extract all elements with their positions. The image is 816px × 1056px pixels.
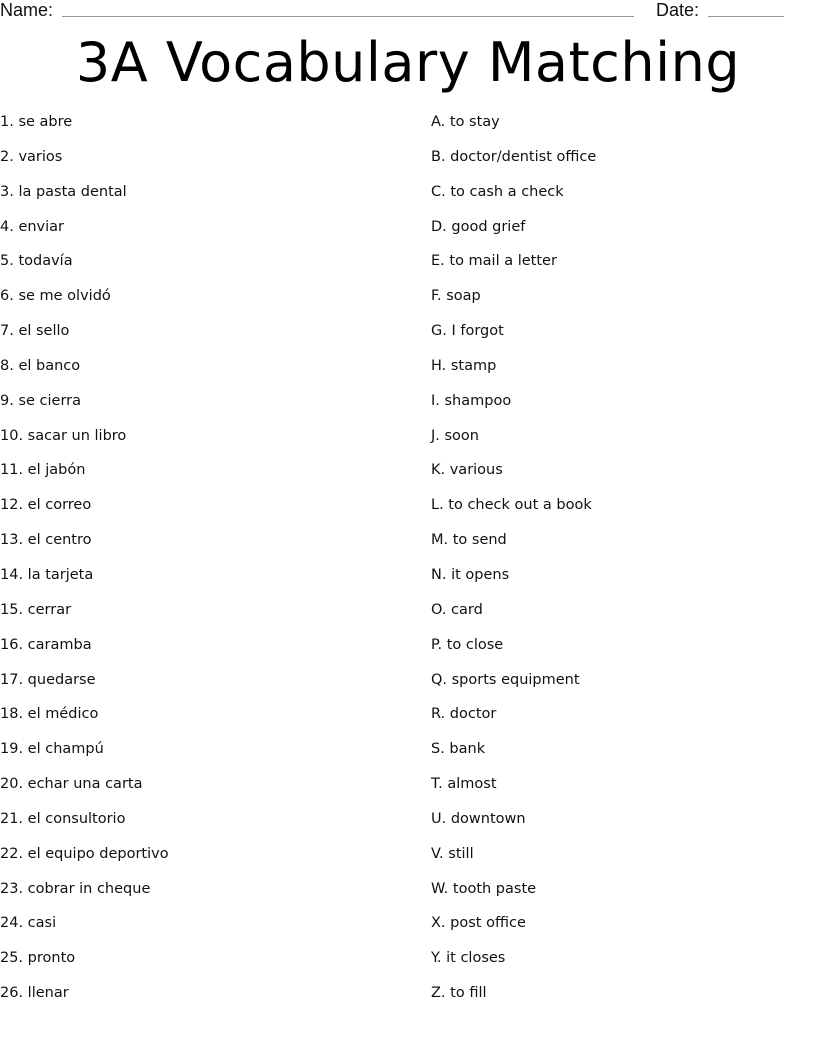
definition-item: C. to cash a check [431, 183, 564, 200]
definition-item: M. to send [431, 532, 507, 549]
definition-item: D. good grief [431, 218, 526, 235]
term-item: 10. sacar un libro [0, 427, 127, 444]
definition-item: A. to stay [431, 114, 500, 130]
page-title: 3A Vocabulary Matching [75, 31, 741, 94]
term-item: 24. casi [0, 915, 57, 932]
definition-item: G. I forgot [431, 323, 504, 340]
definition-item: X. post office [431, 915, 526, 932]
term-item: 4. enviar [0, 218, 65, 235]
definition-item: V. still [431, 845, 474, 862]
worksheet-header [0, 0, 816, 22]
term-item: 25. pronto [0, 950, 76, 967]
term-item: 26. llenar [0, 985, 69, 1002]
term-item: 21. el consultorio [0, 810, 126, 827]
term-item: 14. la tarjeta [0, 566, 94, 583]
date-blank-line [708, 16, 784, 17]
definition-item: R. doctor [431, 706, 497, 723]
term-item: 19. el champú [0, 741, 104, 758]
definition-item: K. various [431, 462, 503, 479]
name-blank-line [62, 16, 634, 17]
definition-item: H. stamp [431, 357, 497, 374]
term-item: 13. el centro [0, 532, 92, 549]
term-item: 18. el médico [0, 706, 99, 723]
term-item: 9. se cierra [0, 392, 82, 409]
definition-item: Q. sports equipment [431, 671, 580, 688]
definition-item: L. to check out a book [431, 497, 592, 514]
definition-item: F. soap [431, 288, 481, 305]
definition-item: U. downtown [431, 810, 526, 827]
term-item: 11. el jabón [0, 462, 86, 479]
term-item: 7. el sello [0, 323, 70, 340]
term-item: 16. caramba [0, 636, 92, 653]
date-label: Date: [656, 0, 700, 20]
definition-item: J. soon [431, 427, 479, 444]
definition-item: S. bank [431, 741, 486, 758]
definition-item: E. to mail a letter [431, 253, 557, 270]
definition-item: Y. it closes [431, 950, 506, 967]
definition-item: I. shampoo [431, 392, 512, 409]
term-item: 12. el correo [0, 497, 92, 514]
definition-item: W. tooth paste [431, 880, 537, 897]
term-item: 3. la pasta dental [0, 183, 127, 200]
term-item: 5. todavía [0, 253, 73, 270]
term-item: 22. el equipo deportivo [0, 845, 169, 862]
definition-item: O. card [431, 601, 483, 618]
term-item: 20. echar una carta [0, 776, 143, 793]
definition-item: P. to close [431, 636, 504, 653]
term-item: 2. varios [0, 148, 63, 165]
term-item: 17. quedarse [0, 671, 96, 688]
term-item: 6. se me olvidó [0, 288, 111, 305]
name-label: Name: [0, 0, 54, 20]
definitions-list [431, 110, 811, 1016]
terms-list [0, 110, 420, 1016]
definition-item: B. doctor/dentist office [431, 148, 597, 165]
term-item: 23. cobrar in cheque [0, 880, 151, 897]
term-item: 1. se abre [0, 114, 73, 130]
term-item: 15. cerrar [0, 601, 72, 618]
definition-item: Z. to fill [431, 985, 487, 1002]
definition-item: T. almost [431, 776, 497, 793]
definition-item: N. it opens [431, 566, 510, 583]
term-item: 8. el banco [0, 357, 81, 374]
